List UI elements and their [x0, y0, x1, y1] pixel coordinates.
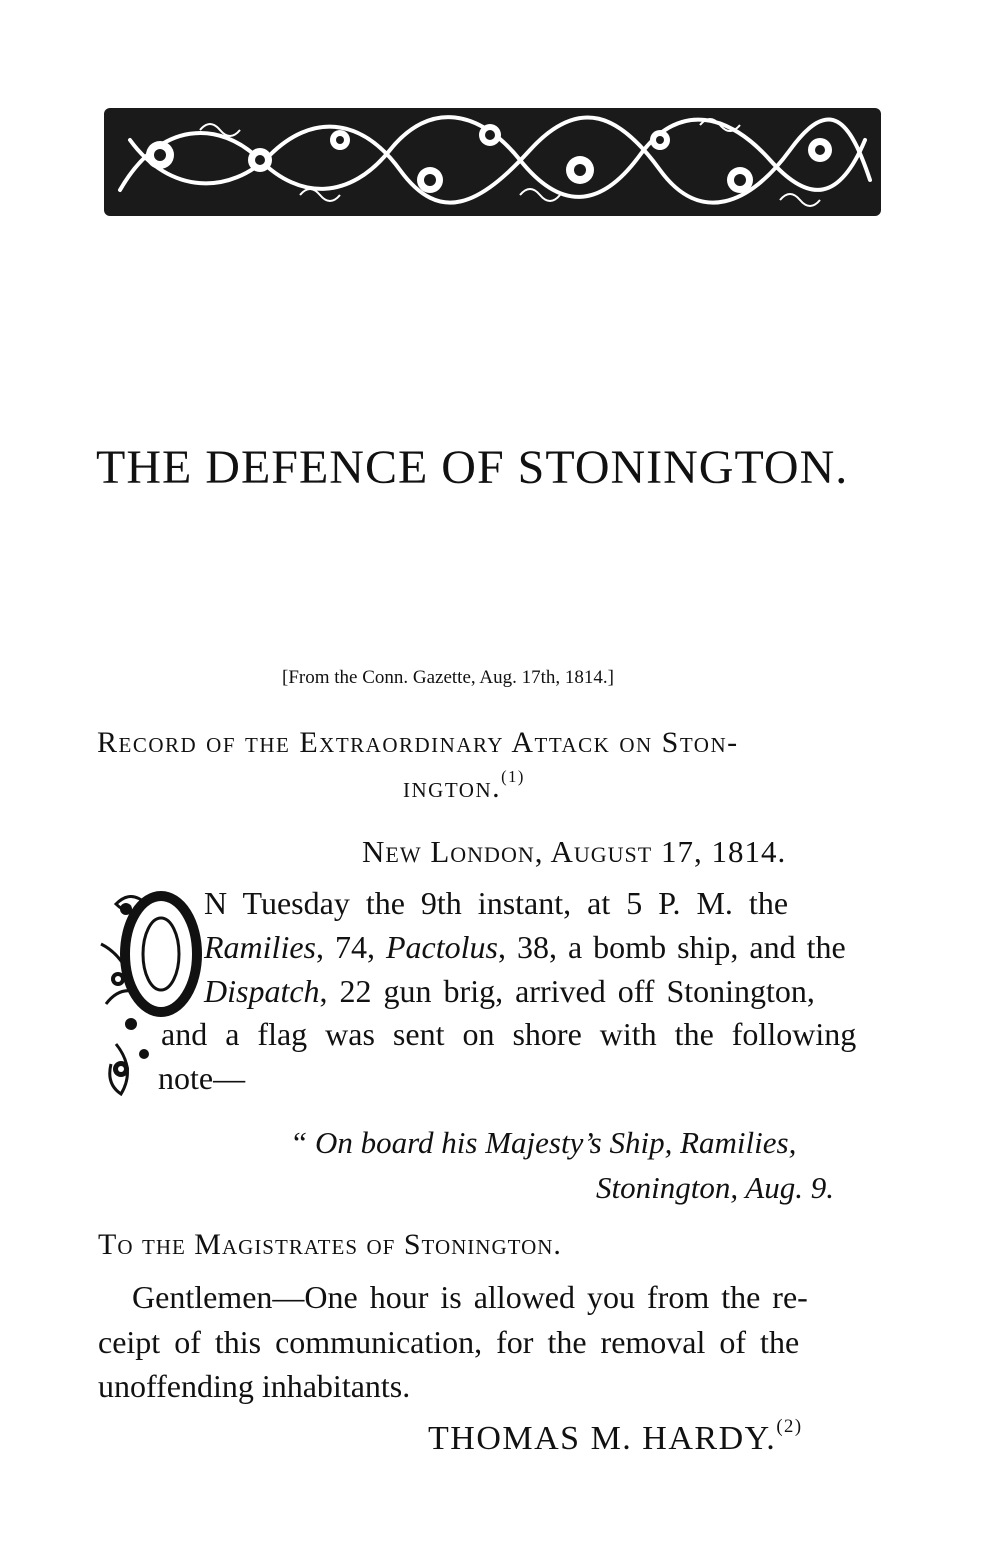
letter-body-text-3: unoffending inhabitants.: [98, 1368, 411, 1404]
body-text-5: note—: [158, 1060, 246, 1096]
letter-date: Aug. 9.: [745, 1170, 834, 1205]
ship-pactolus: Pactolus: [385, 929, 498, 965]
signature-name: THOMAS M. HARDY.: [428, 1420, 777, 1457]
body-line-4: [161, 1016, 856, 1053]
dateline: New London, August 17, 1814.: [362, 834, 787, 869]
letter-body-line-2: [98, 1324, 799, 1361]
body-text-4: and a flag was sent on shore with the following: [161, 1016, 857, 1052]
record-heading-line-1: [97, 726, 900, 760]
ship-dispatch: Dispatch: [204, 973, 320, 1009]
body-line-3: [204, 973, 815, 1010]
footnote-ref-2: (2): [776, 1416, 803, 1438]
letter-body-text-2: ceipt of this communication, for the removal of the: [98, 1324, 800, 1360]
floral-scroll-ornament-icon: [100, 100, 885, 225]
letter-body-line-1: [132, 1279, 904, 1316]
addressee: To the Magistrates of Stonington.: [98, 1228, 562, 1261]
body-line-5: [158, 1060, 245, 1097]
page-title: THE DEFENCE OF STONINGTON.: [96, 441, 849, 494]
letter-place: Stonington,: [596, 1170, 739, 1205]
letter-body-text-1: Gentlemen—One hour is allowed you from the re-: [132, 1279, 808, 1315]
body-text-3: , 22 gun brig, arrived off Stonington,: [319, 973, 815, 1009]
ship-ramilies: Ramilies: [204, 929, 316, 965]
letter-body-line-3: [98, 1368, 410, 1405]
signature: [428, 1416, 803, 1458]
footnote-ref-1: (1): [501, 767, 525, 787]
body-line-1: [204, 885, 901, 922]
body-line-2: [204, 929, 846, 966]
body-text-1: N Tuesday the 9th instant, at 5 P. M. the: [204, 885, 789, 921]
letter-heading-line-1: “ On board his Majesty’s Ship, Ramilies,: [290, 1125, 797, 1160]
record-heading-line-2: [403, 767, 525, 805]
body-text-2a: , 74,: [315, 929, 386, 965]
body-text-2b: , 38, a bomb ship, and the: [497, 929, 846, 965]
header-ornament: [100, 100, 885, 225]
source-note: [From the Conn. Gazette, Aug. 17th, 1814.]: [282, 667, 614, 688]
record-heading-text-2: ington.: [403, 771, 502, 804]
letter-heading-line-2: [596, 1170, 834, 1206]
record-heading-text: Record of the Extraordinary Attack on Ston-: [97, 726, 739, 759]
